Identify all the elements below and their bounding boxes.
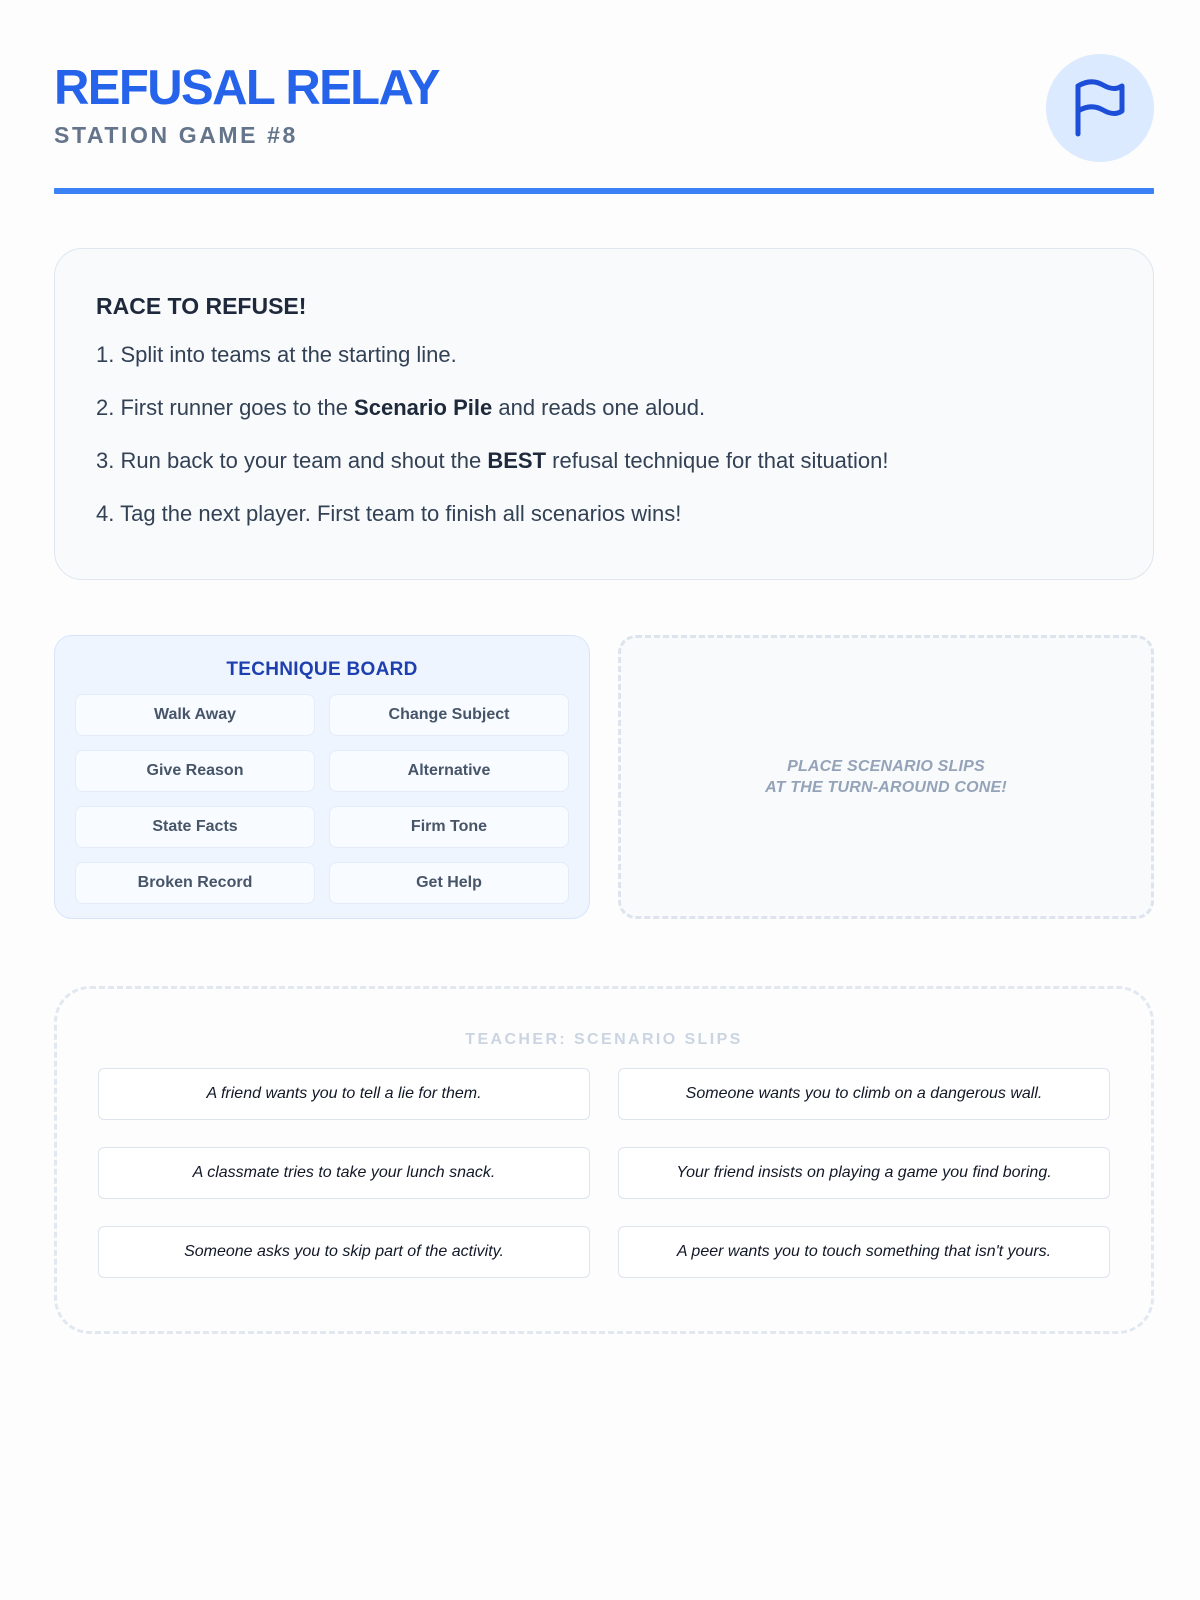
technique-firm-tone[interactable]: Firm Tone <box>329 806 569 848</box>
step-emphasis: Scenario Pile <box>354 395 493 420</box>
page-title: REFUSAL RELAY <box>54 61 439 115</box>
step-number: 2. <box>96 395 115 420</box>
step-number: 3. <box>96 448 115 473</box>
step-text: Split into teams at the starting line. <box>120 342 457 367</box>
header-divider <box>54 188 1154 194</box>
step-text: Run back to your team and shout the <box>120 448 488 473</box>
flag-icon <box>1072 78 1128 138</box>
step-number: 4. <box>96 501 115 526</box>
instruction-step-2 <box>96 393 1112 423</box>
scenario-slip-grid <box>98 1068 1110 1278</box>
drop-zone-line-2: AT THE TURN-AROUND CONE! <box>765 779 1007 796</box>
instructions-heading: RACE TO REFUSE! <box>96 293 307 319</box>
drop-zone-label <box>765 756 1007 798</box>
technique-alternative[interactable]: Alternative <box>329 750 569 792</box>
scenario-slip[interactable]: Someone wants you to climb on a dangerous wall. <box>618 1068 1110 1120</box>
technique-grid <box>75 694 569 904</box>
scenario-drop-zone[interactable] <box>618 635 1154 919</box>
technique-give-reason[interactable]: Give Reason <box>75 750 315 792</box>
page-subtitle: STATION GAME #8 <box>54 122 298 148</box>
scenario-slip[interactable]: Someone asks you to skip part of the activity. <box>98 1226 590 1278</box>
page-header <box>54 54 1154 164</box>
technique-board-title: TECHNIQUE BOARD <box>226 659 418 680</box>
technique-state-facts[interactable]: State Facts <box>75 806 315 848</box>
technique-get-help[interactable]: Get Help <box>329 862 569 904</box>
step-text: and reads one aloud. <box>492 395 706 420</box>
flag-badge <box>1046 54 1154 162</box>
step-number: 1. <box>96 342 115 367</box>
technique-change-subject[interactable]: Change Subject <box>329 694 569 736</box>
instructions-panel <box>54 248 1154 580</box>
scenario-slip[interactable]: A classmate tries to take your lunch snack. <box>98 1147 590 1199</box>
instruction-step-4 <box>96 499 1112 529</box>
instruction-step-3 <box>96 446 1112 476</box>
drop-zone-line-1: PLACE SCENARIO SLIPS <box>787 758 985 775</box>
scenario-slip[interactable]: A friend wants you to tell a lie for them. <box>98 1068 590 1120</box>
step-emphasis: BEST <box>487 448 547 473</box>
technique-broken-record[interactable]: Broken Record <box>75 862 315 904</box>
instruction-step-1 <box>96 340 1112 370</box>
step-text: First runner goes to the <box>120 395 355 420</box>
scenario-slips-title: TEACHER: SCENARIO SLIPS <box>465 1031 743 1048</box>
scenario-slips-panel <box>54 986 1154 1334</box>
scenario-slip[interactable]: A peer wants you to touch something that isn't yours. <box>618 1226 1110 1278</box>
step-text: refusal technique for that situation! <box>546 448 889 473</box>
step-text: Tag the next player. First team to finish all scenarios wins! <box>120 501 682 526</box>
technique-board <box>54 635 590 919</box>
technique-walk-away[interactable]: Walk Away <box>75 694 315 736</box>
scenario-slip[interactable]: Your friend insists on playing a game you find boring. <box>618 1147 1110 1199</box>
